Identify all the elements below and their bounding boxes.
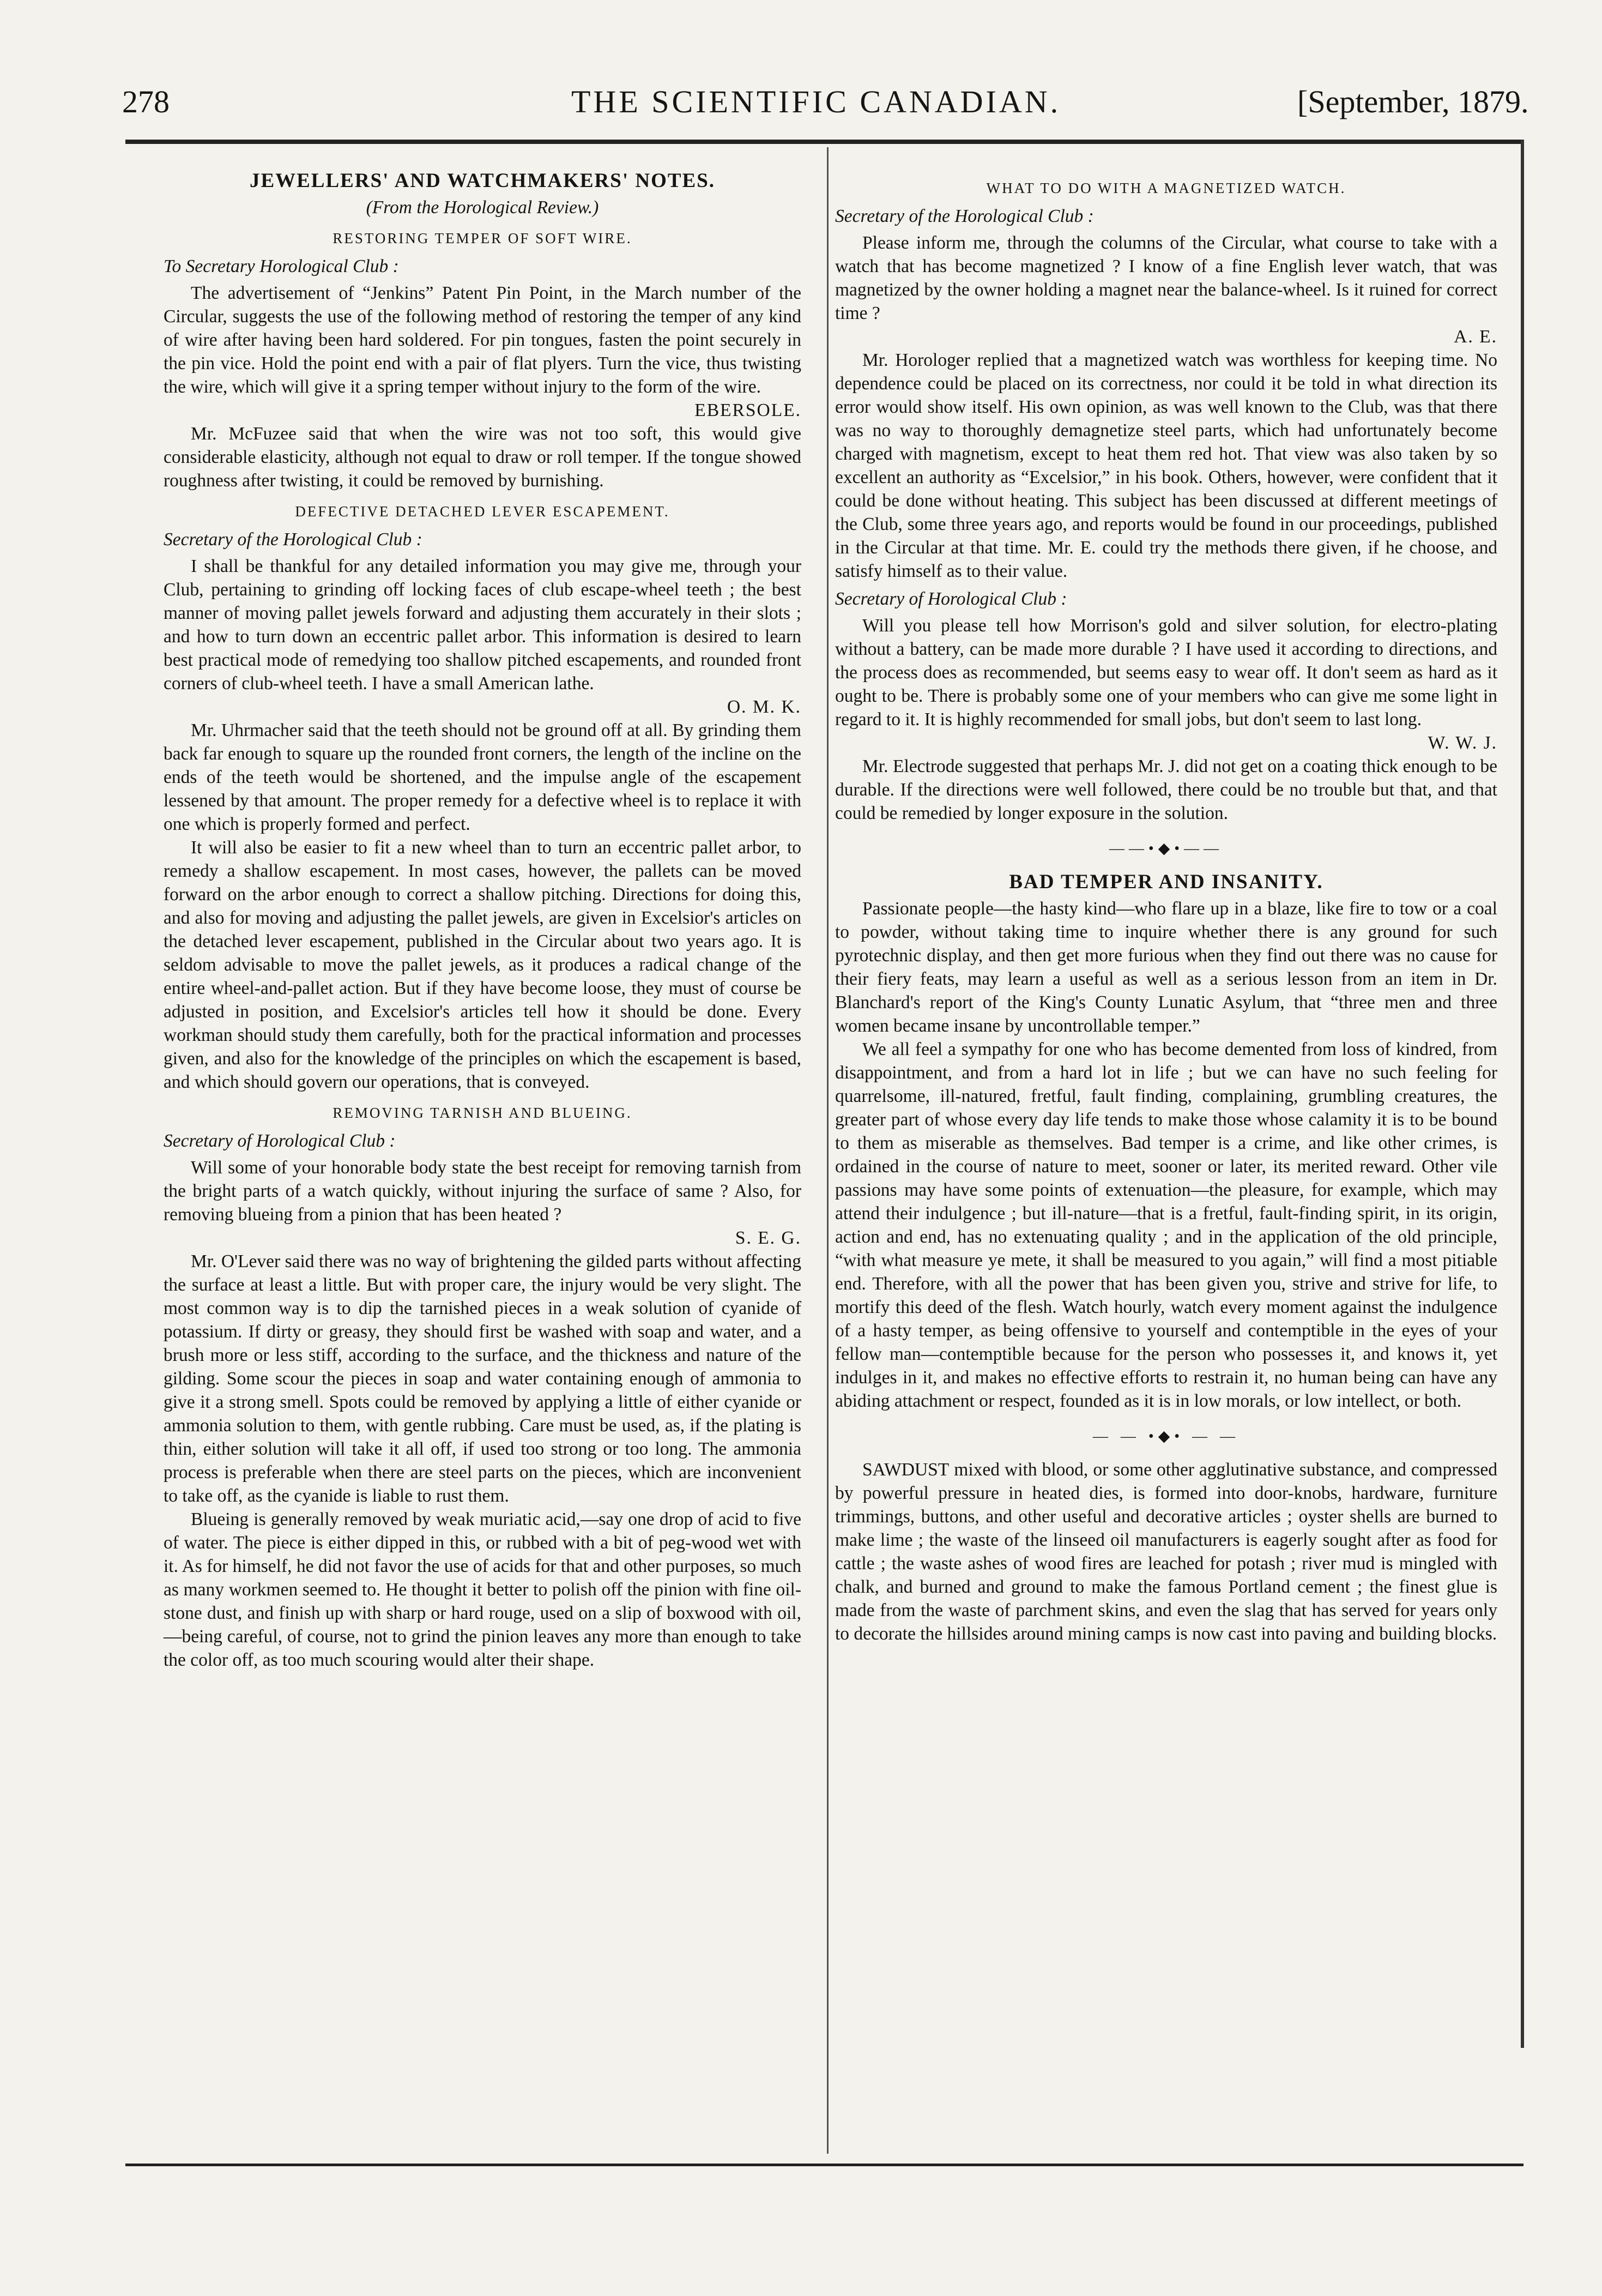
article-source: (From the Horological Review.) xyxy=(366,197,599,218)
letter-signature: S. E. G. xyxy=(735,1228,801,1248)
paragraph: Blueing is generally removed by weak muriatic acid,—say one drop of acid to five of water. The piece is either dipped in this, or rubbed with a bit of peg-wood wet with it. As for himself, he did not favor the use of acids for that and other purposes, so much as many workmen seemed to. He thought it better to polish off the pinion with fine oil-stone dust, and finish up with sharp or hard rouge, used on a slip of boxwood with oil,—being careful, of course, not to grind the pinion leaves any more than enough to take the color off, as too much scouring would alter their shape. xyxy=(164,1509,801,1670)
right-column xyxy=(835,169,1497,1646)
article-title: BAD TEMPER AND INSANITY. xyxy=(1009,871,1323,893)
page-number: 278 xyxy=(122,84,170,119)
paragraph: We all feel a sympathy for one who has become demented from loss of kindred, from disappointment, and from a hard lot in life ; but we can have no such feeling for quarrelsome, ill-natured, fretful, fault finding, complaining, grumbling creatures, the greater part of whose every day life tends to make those whose calamity it is to be bound to them as miserable as themselves. Bad temper is a crime, and like other crimes, is ordained in the course of nature to meet, sooner or later, its merited reward. Other vile passions may have some points of extenuation—the pleasure, for example, which may attend their indulgence ; but ill-nature—that is a fretful, fault-finding spirit, in its origin, action and end, has no extenuating quality ; and in the application of the old principle, “with what measure ye mete, it shall be measured to you again,” will find a most pitiable end. Therefore, with all the power that has been given you, strive and strive for life, to mortify this deed of the flesh. Watch hourly, watch every moment against the indulgence of a hasty temper, as being offensive to yourself and contemptible in the eyes of your fellow man—contemptible because for the person who possesses it, and knows it, yet indulges in it, and makes no effective efforts to restrain it, no human being can have any abiding attachment or respect, founded as it is in low morals, or low intellect, or both. xyxy=(835,1039,1497,1411)
ornament-divider: — — •◆• — — xyxy=(1092,1428,1240,1445)
paragraph: Passionate people—the hasty kind—who flare up in a blaze, like fire to tow or a coal to powder, without taking time to inquire whether there is any ground for such pyrotechnic display, and then get more furious when they find out there was no cause for their fiery feats, may learn a useful as well as a serious lesson from an item in Dr. Blanchard's report of the King's County Lunatic Asylum, that “three men and three women became insane by uncontrollable temper.” xyxy=(835,899,1497,1036)
footer-rule xyxy=(125,2164,1524,2166)
paragraph: Mr. Electrode suggested that perhaps Mr. J. did not get on a coating thick enough to be durable. If the directions were well followed, there could be no trouble but that, and that could be remedied by longer exposure in the solution. xyxy=(835,756,1497,823)
section-heading: RESTORING TEMPER OF SOFT WIRE. xyxy=(333,230,632,246)
paragraph: The advertisement of “Jenkins” Patent Pin Point, in the March number of the Circular, suggests the use of the following method of restoring the temper of any kind of wire after having been hard soldered. For pin tongues, fasten the point securely in the pin vice. Hold the point end with a pair of flat plyers. Turn the vice, thus twisting the wire, which will give it a spring temper without injury to the form of the wire. xyxy=(164,283,801,397)
paragraph: I shall be thankful for any detailed information you may give me, through your Club, pertaining to grinding off locking faces of club escape-wheel teeth ; the best manner of moving pallet jewels forward and adjusting them accurately in their slots ; and how to turn down an eccentric pallet arbor. This information is desired to learn best practical mode of remedying too shallow pitched escapements, and rounded front corners of club-wheel teeth. I have a small American lathe. xyxy=(164,556,801,694)
paragraph: Mr. O'Lever said there was no way of brightening the gilded parts without affecting the surface at least a little. But with proper care, the injury would be very slight. The most common way is to dip the tarnished pieces in a weak solution of cyanide of potassium. If dirty or greasy, they should first be washed with soap and water, and a brush more or less stiff, according to the surface, and the thickness and nature of the gilding. Some scour the pieces in soap and water containing enough of ammonia to give it a strong smell. Spots could be removed by applying a little of either cyanide or ammonia solution to them, with gentle rubbing. Care must be used, as, if the plating is thin, either solution will take it all off, if used too strong or too long. The ammonia process is preferable when there are steel parts on the pieces, which are inconvenient to take off, as the cyanide is liable to rust them. xyxy=(164,1251,801,1506)
lead-word: SAWDUST xyxy=(862,1460,950,1480)
paragraph: Will you please tell how Morrison's gold and silver solution, for electro-plating without a battery, can be made more durable ? I have used it according to directions, and the process does as recommended, but seems easy to wear off. It don't seem as hard as it ought to be. There is probably some one of your members who can give me some light in regard to it. It is highly recommended for small jobs, but don't seem to last long. xyxy=(835,616,1497,730)
paragraph xyxy=(835,1458,1497,1646)
column-divider xyxy=(827,147,829,2154)
header-rule xyxy=(125,140,1524,144)
left-column xyxy=(164,169,801,1672)
ornament-divider: ——•◆•—— xyxy=(1109,840,1224,857)
letter-signature: EBERSOLE. xyxy=(694,400,801,420)
letter-signature: W. W. J. xyxy=(1428,733,1497,753)
paragraph-text: mixed with blood, or some other agglutinative substance, and compressed by powerful pressure in heated dies, is formed into door-knobs, hardware, furniture trimmings, buttons, and other useful and decorative articles ; oyster shells are burned to make lime ; the waste of the linseed oil manufacturers is eagerly sought after as food for cattle ; the waste ashes of wood fires are leached for potash ; river mud is mingled with chalk, and burned and ground to make the famous Portland cement ; the finest glue is made from the waste of parchment skins, and even the slag that has served for years only to decorate the hillsides around mining camps is now cast into paving and building blocks. xyxy=(835,1460,1497,1644)
letter-salutation: Secretary of Horological Club : xyxy=(164,1131,396,1151)
letter-signature: A. E. xyxy=(1454,327,1497,347)
issue-date: [September, 1879. xyxy=(1297,84,1529,119)
right-border-rule xyxy=(1521,140,1524,2048)
letter-salutation: To Secretary Horological Club : xyxy=(164,256,399,276)
section-heading: REMOVING TARNISH AND BLUEING. xyxy=(333,1105,632,1121)
paragraph: Mr. Uhrmacher said that the teeth should not be ground off at all. By grinding them back far enough to square up the rounded front corners, the length of the incline on the ends of the teeth would be shortened, and the impulse angle of the escapement lessened by that amount. The proper remedy for a defective wheel is to replace it with one which is properly formed and perfect. xyxy=(164,720,801,834)
paragraph: It will also be easier to fit a new wheel than to turn an eccentric pallet arbor, to remedy a shallow escapement. In most cases, however, the pallets can be moved forward on the arbor enough to correct a shallow pitching. Directions for doing this, and also for moving and adjusting the pallet jewels, are given in Excelsior's articles on the detached lever escapement, published in the Circular about two years ago. It is seldom advisable to move the pallet jewels, as it produces a radical change of the entire wheel-and-pallet action. But if they have become loose, they must of course be adjusted in position, and Excelsior's articles tell how it should be done. Every workman should study them carefully, both for the practical information and processes given, and also for the knowledge of the principles on which the escapement is based, and which should govern our operations, that is conveyed. xyxy=(164,837,801,1092)
paragraph: Mr. Horologer replied that a magnetized watch was worthless for keeping time. No dependence could be placed on its correctness, nor could it be told in what direction its error would show itself. His own opinion, as was well known to the Club, was that there was no way to thoroughly demagnetize steel parts, which had unfortunately become charged with magnetism, except to heat them red hot. That view was also taken by so excellent an authority as “Excelsior,” in his book. Others, however, were confident that it could be done without heating. This subject has been discussed at different meetings of the Club, some three years ago, and reports would be found in our proceedings, published in the Circular at that time. Mr. E. could try the methods there given, if he choose, and satisfy himself as to their value. xyxy=(835,350,1497,581)
letter-signature: O. M. K. xyxy=(727,697,801,717)
letter-salutation: Secretary of the Horological Club : xyxy=(835,206,1094,226)
section-heading: WHAT TO DO WITH A MAGNETIZED WATCH. xyxy=(986,180,1346,196)
paragraph: Please inform me, through the columns of the Circular, what course to take with a watch that has become magnetized ? I know of a fine English lever watch, that was magnetized by the owner holding a magnet near the balance-wheel. Is it ruined for correct time ? xyxy=(835,233,1497,323)
section-heading: DEFECTIVE DETACHED LEVER ESCAPEMENT. xyxy=(295,503,670,520)
paragraph: Mr. McFuzee said that when the wire was not too soft, this would give considerable elasticity, although not equal to draw or roll temper. If the tongue showed roughness after twisting, it could be removed by burnishing. xyxy=(164,424,801,491)
letter-salutation: Secretary of the Horological Club : xyxy=(164,529,422,550)
journal-title: THE SCIENTIFIC CANADIAN. xyxy=(571,84,1061,119)
article-title: JEWELLERS' AND WATCHMAKERS' NOTES. xyxy=(249,170,716,192)
letter-salutation: Secretary of Horological Club : xyxy=(835,589,1067,609)
paragraph: Will some of your honorable body state the best receipt for removing tarnish from the bright parts of a watch quickly, without injuring the surface of same ? Also, for removing blueing from a pinion that has been heated ? xyxy=(164,1158,801,1225)
